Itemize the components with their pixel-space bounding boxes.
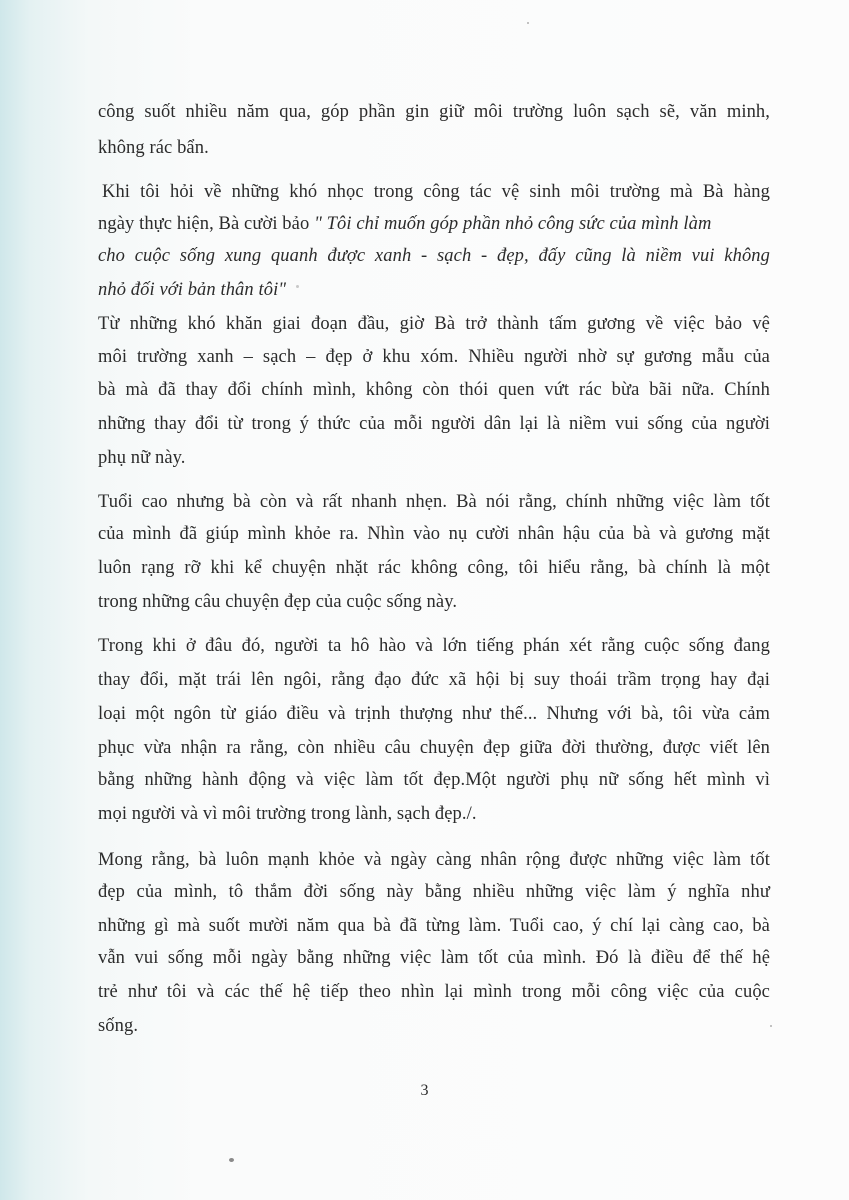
- text-line: công suốt nhiều năm qua, góp phần gin giữ môi trường luôn sạch sẽ, văn minh,: [98, 102, 770, 122]
- quote-text: " Tôi chỉ muốn góp phần nhỏ công sức của mình làm: [314, 214, 712, 234]
- text-line: Từ những khó khăn giai đoạn đầu, giờ Bà trở thành tấm gương về việc bảo vệ: [98, 314, 770, 334]
- text-line: trẻ như tôi và các thế hệ tiếp theo nhìn lại mình trong mỗi công việc của cuộc: [98, 982, 770, 1002]
- text-line: Mong rằng, bà luôn mạnh khỏe và ngày càng nhân rộng được những việc làm tốt: [98, 850, 770, 870]
- text-line: của mình đã giúp mình khỏe ra. Nhìn vào nụ cười nhân hậu của bà và gương mặt: [98, 524, 770, 544]
- text-line: Tuổi cao nhưng bà còn và rất nhanh nhẹn. Bà nói rằng, chính những việc làm tốt: [98, 492, 770, 512]
- quote-text: nhỏ đối với bản thân tôi": [98, 280, 287, 300]
- text-line: luôn rạng rỡ khi kể chuyện nhặt rác không công, tôi hiểu rằng, bà chính là một: [98, 558, 770, 578]
- text-line: môi trường xanh – sạch – đẹp ở khu xóm. Nhiều người nhờ sự gương mẫu của: [98, 347, 770, 367]
- text-line: bà mà đã thay đổi chính mình, không còn thói quen vứt rác bừa bãi nữa. Chính: [98, 380, 770, 400]
- text-line: những thay đổi từ trong ý thức của mỗi người dân lại là niềm vui sống của người: [98, 414, 770, 434]
- scan-speck: [527, 22, 529, 24]
- text-line: phục vừa nhận ra rằng, còn nhiều câu chuyện đẹp giữa đời thường, được viết lên: [98, 738, 770, 758]
- text-line: [98, 212, 770, 236]
- quote-text: cho cuộc sống xung quanh được xanh - sạch - đẹp, đấy cũng là niềm vui không: [98, 246, 770, 266]
- scan-speck: [296, 285, 299, 288]
- text-line: Khi tôi hỏi về những khó nhọc trong công tác vệ sinh môi trường mà Bà hàng: [102, 182, 770, 202]
- text-line: bằng những hành động và việc làm tốt đẹp.Một người phụ nữ sống hết mình vì: [98, 770, 770, 790]
- page-number: 3: [420, 1082, 429, 1099]
- text-line: trong những câu chuyện đẹp của cuộc sống này.: [98, 592, 458, 612]
- text-segment: ngày thực hiện, Bà cười bảo: [98, 214, 310, 234]
- text-line: loại một ngôn từ giáo điều và trịnh thượng như thế... Nhưng với bà, tôi vừa cảm: [98, 704, 770, 724]
- text-line: vẫn vui sống mỗi ngày bằng những việc làm tốt của mình. Đó là điều để thế hệ: [98, 948, 770, 968]
- text-line: thay đổi, mặt trái lên ngôi, rằng đạo đức xã hội bị suy thoái trầm trọng hay đại: [98, 670, 770, 690]
- text-line: phụ nữ này.: [98, 448, 186, 468]
- text-line: những gì mà suốt mười năm qua bà đã từng làm. Tuổi cao, ý chí lại càng cao, bà: [98, 916, 770, 936]
- scan-speck: [770, 1025, 772, 1027]
- text-line: sống.: [98, 1016, 139, 1036]
- text-line: đẹp của mình, tô thắm đời sống này bằng nhiều những việc làm ý nghĩa như: [98, 882, 770, 902]
- text-line: không rác bẩn.: [98, 138, 209, 158]
- text-line: Trong khi ở đâu đó, người ta hô hào và lớn tiếng phán xét rằng cuộc sống đang: [98, 636, 770, 656]
- text-line: mọi người và vì môi trường trong lành, sạch đẹp./.: [98, 804, 477, 824]
- scan-speck: [229, 1158, 234, 1162]
